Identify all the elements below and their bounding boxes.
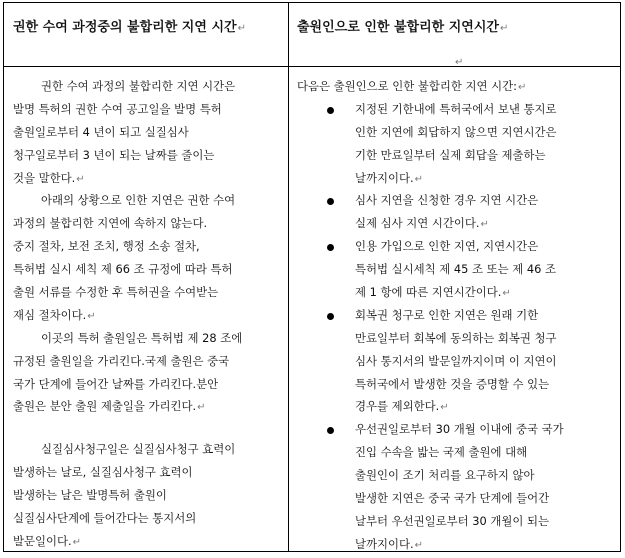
bullet-dot-icon [327, 107, 334, 114]
paragraph-mark: ↵ [237, 23, 246, 34]
paragraph-mark: ↵ [72, 536, 82, 548]
text-line [355, 304, 617, 327]
line-text: 날까지이다. [355, 170, 414, 185]
text-line [13, 395, 285, 418]
line-text: 출원일로부터 4 년이 되고 실질심사 [13, 124, 189, 139]
line-text: 발문일이다. [13, 533, 72, 548]
paragraph-mark: ↵ [499, 23, 509, 34]
line-text: 발명 특허의 권한 수여 공고일을 발명 특허 [13, 101, 222, 116]
text-line [13, 304, 285, 327]
paragraph-gap [13, 418, 285, 438]
paragraph-mark: ↵ [480, 219, 489, 231]
line-text: 실제 심사 지연 시간이다. [355, 216, 480, 231]
text-line [13, 281, 285, 304]
text-line [13, 144, 285, 167]
paragraph-mark: ↵ [197, 402, 206, 414]
paragraph-mark: ↵ [455, 57, 464, 68]
line-text: 회복권 청구로 인한 지연은 원래 기한 [355, 307, 539, 322]
paragraph-mark: ↵ [440, 402, 449, 414]
text-line [355, 327, 617, 350]
text-line [13, 438, 285, 461]
header-left-text: 권한 수여 과정중의 불합리한 지연 시간 [13, 20, 237, 35]
text-line [13, 484, 285, 507]
text-line [355, 533, 617, 556]
text-line [13, 530, 285, 553]
table-right-border [620, 2, 621, 552]
line-text: 특허법 실시 세칙 제 66 조 규정에 따라 특허 [13, 262, 233, 277]
line-text: 출원인이 조기 처리를 요구하지 않아 [355, 468, 535, 483]
line-text: 규정된 출원일을 가리킨다.국제 출원은 중국 [13, 353, 230, 368]
header-right-text: 출원인으로 인한 불합리한 지연시간 [297, 20, 499, 35]
line-text: 경우를 제외한다. [355, 399, 440, 414]
text-line [13, 121, 285, 144]
table-left-border [3, 2, 4, 552]
text-line [13, 350, 285, 373]
text-line [355, 487, 617, 510]
line-text: 우선권일로부터 30 개월 이내에 중국 국가 [355, 422, 564, 437]
text-line [355, 212, 617, 235]
bullet-item [297, 189, 617, 235]
line-text: 특허법 실시세칙 제 45 조 또는 제 46 조 [355, 262, 556, 277]
comparison-table [3, 2, 621, 552]
line-text: 재심 절차이다. [13, 307, 87, 322]
line-text: 날부터 우선권일로부터 30 개월이 되는 [355, 513, 550, 528]
bullet-item [297, 304, 617, 418]
column-divider [288, 2, 289, 552]
text-line [355, 373, 617, 396]
text-line [355, 235, 617, 258]
line-text: 제 1 항에 따른 지연시간이다. [355, 285, 502, 300]
bullet-item [297, 235, 617, 304]
line-text: 발생하는 날로, 실질심사청구 효력이 [13, 465, 193, 480]
line-text: 청구일로부터 3 년이 되는 날짜를 줄이는 [13, 147, 215, 162]
text-line [355, 121, 617, 144]
line-text: 인용 가입으로 인한 지연, 지연시간은 [355, 239, 539, 254]
text-line [13, 98, 285, 121]
text-line [355, 258, 617, 281]
text-line [355, 464, 617, 487]
paragraph-mark: ↵ [87, 310, 96, 322]
line-text: 것을 말한다. [13, 170, 76, 185]
bullet-dot-icon [327, 198, 334, 205]
header-divider [3, 66, 621, 67]
bullet-item [297, 418, 617, 555]
text-line [355, 350, 617, 373]
text-line [355, 189, 617, 212]
line-text: 중지 절차, 보전 조치, 행정 소송 절차, [13, 239, 200, 254]
line-text: 심사 지연을 신청한 경우 지연 시간은 [355, 193, 539, 208]
right-column-body [297, 75, 617, 556]
left-column-body [13, 75, 285, 553]
text-line [13, 167, 285, 190]
intro-line [297, 75, 617, 98]
line-text: 출원은 분안 출원 제출일을 가리킨다. [13, 399, 197, 414]
text-line [355, 441, 617, 464]
text-line [355, 510, 617, 533]
line-text: 출원 서류를 수정한 후 특허권을 수여받는 [13, 285, 219, 300]
line-text: 과정의 불합리한 지연에 속하지 않는다. [13, 216, 208, 231]
line-text: 실질심사단계에 들어간다는 통지서의 [13, 511, 197, 526]
text-line [13, 507, 285, 530]
text-line [13, 461, 285, 484]
table-top-border [3, 2, 621, 3]
paragraph-mark: ↵ [518, 82, 527, 93]
text-line [355, 418, 617, 441]
intro-text: 다음은 출원인으로 인한 불합리한 지연 시간: [297, 79, 518, 93]
line-text: 발생한 지연은 중국 국가 단계에 들어간 [355, 491, 550, 506]
paragraph-mark: ↵ [414, 539, 424, 551]
bullet-dot-icon [327, 244, 334, 251]
line-text: 이곳의 특허 출원일은 특허법 제 28 조에 [41, 330, 243, 345]
line-text: 지정된 기한내에 특허국에서 보낸 통지로 [355, 101, 557, 116]
line-text: 심사 통지서의 발문일까지이며 이 지연이 [355, 353, 557, 368]
line-text: 기한 만료일부터 실제 회답을 제출하는 [355, 147, 546, 162]
text-line [13, 212, 285, 235]
text-line [13, 258, 285, 281]
bullet-dot-icon [327, 313, 334, 320]
line-text: 인한 지연에 회답하지 않으면 지연시간은 [355, 124, 557, 139]
line-text: 특허국에서 발생한 것을 증명할 수 있는 [355, 376, 550, 391]
header-right [297, 19, 508, 38]
paragraph-mark: ↵ [414, 173, 424, 185]
line-text: 실질심사청구일은 실질심사청구 효력이 [41, 442, 236, 457]
line-text: 권한 수여 과정의 불합리한 지연 시간은 [41, 79, 236, 93]
text-line [355, 98, 617, 121]
bullet-item [297, 98, 617, 190]
header-left [13, 19, 246, 38]
text-line [355, 395, 617, 418]
text-line [13, 235, 285, 258]
bullet-dot-icon [327, 427, 334, 434]
line-text: 아래의 상황으로 인한 지연은 권한 수여 [41, 193, 236, 208]
text-line [13, 75, 285, 98]
paragraph-mark: ↵ [76, 173, 85, 185]
line-text: 만료일부터 회복에 동의하는 회복권 청구 [355, 330, 557, 345]
text-line [355, 144, 617, 167]
text-line [13, 189, 285, 212]
text-line [13, 373, 285, 396]
text-line [355, 167, 617, 190]
line-text: 발생하는 날은 발명특허 출원이 [13, 488, 167, 503]
text-line [355, 281, 617, 304]
line-text: 진입 수속을 밟는 국제 출원에 대해 [355, 445, 528, 460]
text-line [13, 327, 285, 350]
line-text: 국가 단계에 들어간 날짜를 가리킨다.분안 [13, 376, 219, 391]
line-text: 날까지이다. [355, 536, 414, 551]
paragraph-mark: ↵ [502, 288, 511, 300]
